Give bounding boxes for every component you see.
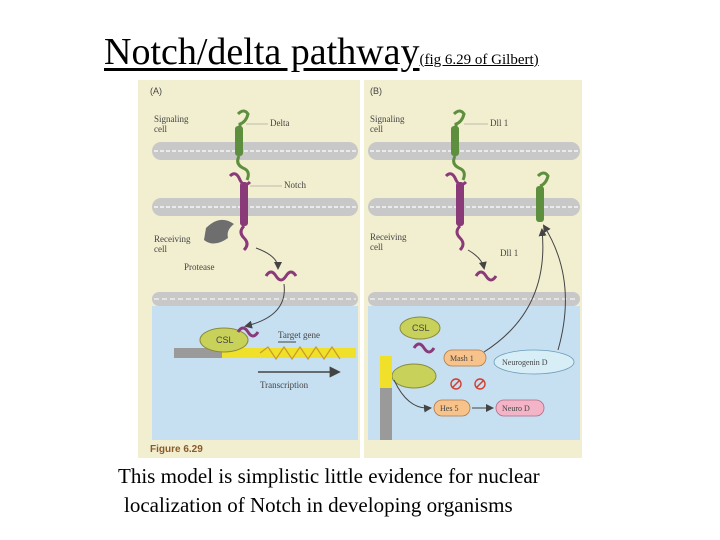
title-main: Notch/delta pathway bbox=[104, 31, 420, 73]
label-mash1: Mash 1 bbox=[450, 354, 474, 363]
label-target-gene: Target gene bbox=[278, 330, 320, 340]
label-neurod: Neuro D bbox=[502, 404, 530, 413]
label-signaling-a-2: cell bbox=[154, 124, 167, 134]
title-reference: (fig 6.29 of Gilbert) bbox=[419, 52, 539, 68]
notch-delta-figure bbox=[138, 80, 582, 458]
slide-title bbox=[104, 30, 539, 74]
label-dll1-top: Dll 1 bbox=[490, 118, 509, 128]
label-protease: Protease bbox=[184, 262, 215, 272]
label-delta: Delta bbox=[270, 118, 290, 128]
membrane-signaling-b bbox=[368, 142, 580, 160]
label-signaling-a-1: Signaling bbox=[154, 114, 189, 124]
nucleus-a bbox=[152, 306, 358, 440]
label-receiving-b-2: cell bbox=[370, 242, 383, 252]
panel-a-letter: (A) bbox=[150, 86, 162, 96]
label-notch: Notch bbox=[284, 180, 306, 190]
label-signaling-b-2: cell bbox=[370, 124, 383, 134]
label-dll1-receiving: Dll 1 bbox=[500, 248, 519, 258]
dna-strand-a bbox=[174, 347, 356, 359]
label-receiving-b-1: Receiving bbox=[370, 232, 407, 242]
label-receiving-a-2: cell bbox=[154, 244, 167, 254]
label-receiving-a-1: Receiving bbox=[154, 234, 191, 244]
dna-strand-b bbox=[380, 356, 392, 440]
label-hes5: Hes 5 bbox=[440, 404, 459, 413]
figure-number-label: Figure 6.29 bbox=[150, 444, 203, 455]
nuclear-envelope-b bbox=[368, 292, 580, 306]
slide-caption bbox=[118, 462, 678, 520]
caption-line-2: localization of Notch in developing organisms bbox=[124, 493, 513, 517]
membrane-signaling-a bbox=[152, 142, 358, 160]
csl-complex-b bbox=[392, 364, 436, 388]
label-csl-b: CSL bbox=[412, 323, 430, 333]
label-neurogenin: Neurogenin D bbox=[502, 358, 548, 367]
nuclear-envelope-a bbox=[152, 292, 358, 306]
label-csl-a: CSL bbox=[216, 335, 234, 345]
membrane-receiving-b bbox=[368, 198, 580, 216]
label-signaling-b-1: Signaling bbox=[370, 114, 405, 124]
panel-b-letter: (B) bbox=[370, 86, 382, 96]
caption-line-1: This model is simplistic little evidence for nuclear bbox=[118, 464, 540, 488]
membrane-receiving-a bbox=[152, 198, 358, 216]
label-transcription: Transcription bbox=[260, 380, 309, 390]
